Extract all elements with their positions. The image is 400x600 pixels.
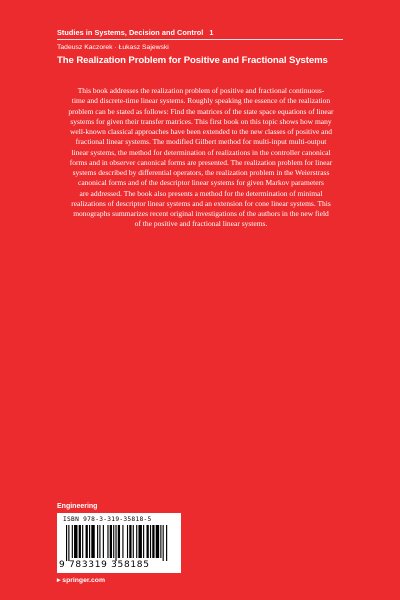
series-name: Studies in Systems, Decision and Control <box>57 28 204 37</box>
subject-category: Engineering <box>57 503 98 510</box>
series-volume: 1 <box>209 28 214 37</box>
barcode-bar <box>107 525 108 558</box>
barcode-bar <box>118 525 120 558</box>
barcode-bar <box>129 525 131 558</box>
description-line: well-known classical approaches have been extended to the new classes of positive and <box>70 127 332 136</box>
description-line: canonical forms and of the descriptor linear systems for given Markov parameters <box>78 178 324 188</box>
barcode-bar <box>110 525 112 558</box>
description-line: This book addresses the realization problem of positive and fractional continuous- <box>77 86 325 95</box>
barcode-bar <box>152 525 154 558</box>
barcode-bar <box>97 525 98 558</box>
description-line: monographs summarizes recent original investigations of the authors in the new field <box>73 209 329 218</box>
barcode-bar <box>163 525 164 561</box>
book-description <box>57 86 345 230</box>
barcode-bar <box>156 525 159 558</box>
description-line: systems described by differential operators, the realization problem in the Weierstrass <box>72 168 330 177</box>
publisher-url: ▸ springer.com <box>57 577 105 584</box>
barcode-bar <box>89 525 90 558</box>
barcode-bar <box>133 525 134 558</box>
barcode-bar <box>74 525 77 558</box>
isbn-label: ISBN 978-3-319-35818-5 <box>63 516 152 523</box>
description-line: realizations of descriptor linear systems and an extension for cone linear systems. This <box>71 198 331 208</box>
barcode-bar <box>150 525 151 558</box>
divider <box>57 39 343 40</box>
series-line <box>57 28 213 37</box>
barcode-bar <box>79 525 81 558</box>
ean-number: 9 783319 358185 <box>59 560 150 570</box>
authors: Tadeusz Kaczorek · Łukasz Sajewski <box>57 44 169 51</box>
barcode-bar <box>138 525 141 558</box>
barcode-bar <box>82 525 83 558</box>
barcode-bar <box>127 525 128 558</box>
description-line: linear systems, the method for determination of realizations in the controller canonical <box>71 147 331 157</box>
barcode-bars <box>66 525 174 561</box>
description-line: time and discrete-time linear systems. Roughly speaking the essence of the realization <box>71 96 331 106</box>
description-line: fractional linear systems. The modified Gilbert method for multi-input multi-output <box>75 137 327 147</box>
barcode-bar <box>103 525 104 558</box>
barcode <box>57 513 181 573</box>
barcode-bar <box>113 525 114 558</box>
barcode-bar <box>68 525 69 561</box>
book-title: The Realization Problem for Positive and Fractional Systems <box>57 55 328 66</box>
barcode-bar <box>166 525 167 561</box>
barcode-bar <box>86 525 88 558</box>
barcode-bar <box>143 525 144 558</box>
barcode-bar <box>136 525 137 558</box>
description-line: problem can be stated as follows: Find the matrices of the state space equations of linear <box>68 106 334 116</box>
barcode-bar <box>160 525 161 558</box>
barcode-bar <box>99 525 100 558</box>
description-line: are addressed. The book also presents a method for the determination of minimal <box>79 188 323 198</box>
barcode-bar <box>91 525 94 558</box>
barcode-bar <box>122 525 123 558</box>
barcode-bar <box>72 525 73 558</box>
description-line: of the positive and fractional linear systems. <box>134 219 268 229</box>
description-line: systems for given their transfer matrices. This first book on this topic shows how many <box>70 116 332 126</box>
barcode-bar <box>115 525 116 561</box>
barcode-bar <box>66 525 67 561</box>
description-line: forms and in observer canonical forms are presented. The realization problem for linear <box>69 157 333 167</box>
barcode-bar <box>147 525 149 558</box>
